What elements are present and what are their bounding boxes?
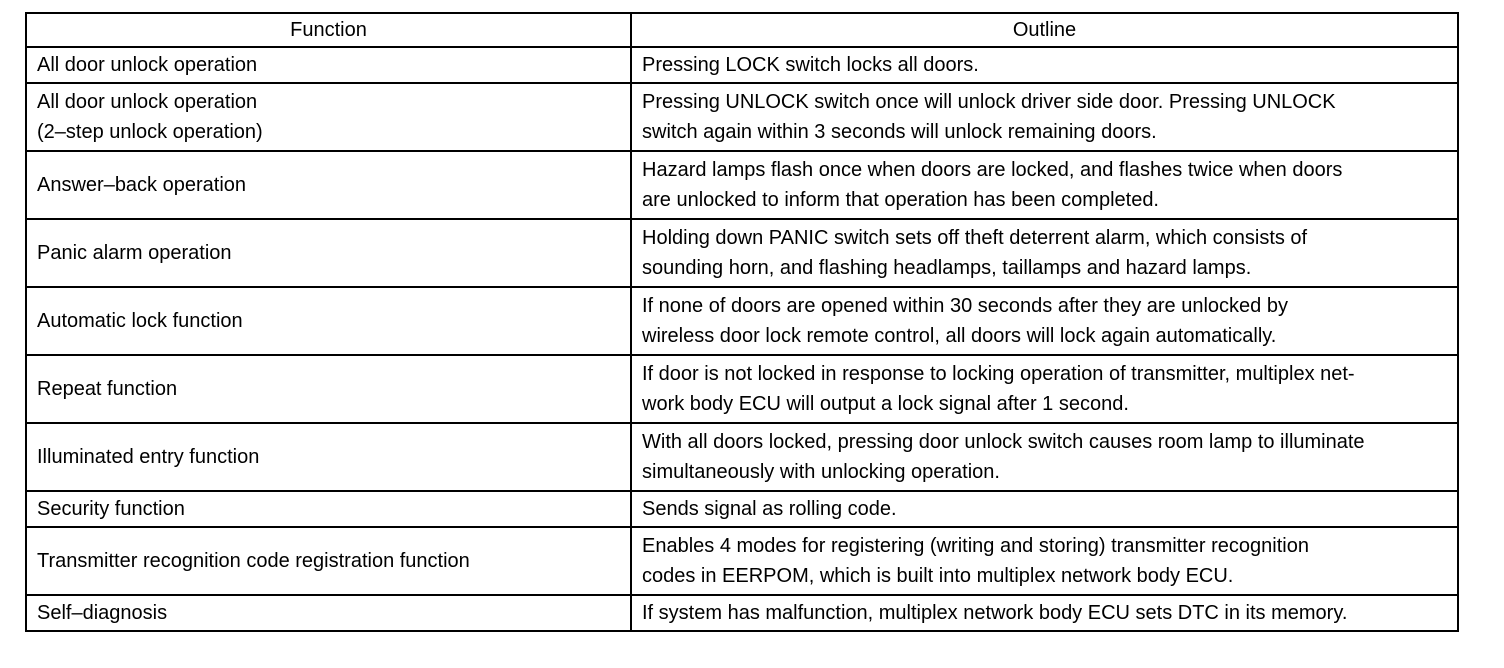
function-cell: Automatic lock function (26, 287, 631, 355)
table-row (26, 83, 1458, 151)
outline-cell: Enables 4 modes for registering (writing and storing) transmitter recognition codes in EERPOM, which is built into multiplex network body ECU. (631, 527, 1458, 595)
function-cell: Security function (26, 491, 631, 527)
function-cell: All door unlock operation (2–step unlock operation) (26, 83, 631, 151)
outline-cell: Hazard lamps flash once when doors are locked, and flashes twice when doors are unlocked to inform that operation has been completed. (631, 151, 1458, 219)
outline-cell: Sends signal as rolling code. (631, 491, 1458, 527)
outline-cell: Pressing UNLOCK switch once will unlock driver side door. Pressing UNLOCK switch again within 3 seconds will unlock remaining doors. (631, 83, 1458, 151)
outline-cell: With all doors locked, pressing door unlock switch causes room lamp to illuminate simultaneously with unlocking operation. (631, 423, 1458, 491)
table-row (26, 287, 1458, 355)
function-cell: Transmitter recognition code registration function (26, 527, 631, 595)
table-row (26, 423, 1458, 491)
function-cell: Self–diagnosis (26, 595, 631, 631)
function-cell: Repeat function (26, 355, 631, 423)
function-cell: Answer–back operation (26, 151, 631, 219)
outline-cell: If system has malfunction, multiplex network body ECU sets DTC in its memory. (631, 595, 1458, 631)
column-header-function: Function (26, 13, 631, 47)
table-row (26, 527, 1458, 595)
function-outline-table (25, 12, 1459, 632)
outline-cell: If none of doors are opened within 30 seconds after they are unlocked by wireless door lock remote control, all doors will lock again automatically. (631, 287, 1458, 355)
table-row (26, 491, 1458, 527)
table-header-row (26, 13, 1458, 47)
function-cell: Panic alarm operation (26, 219, 631, 287)
function-cell: All door unlock operation (26, 47, 631, 83)
table-row (26, 219, 1458, 287)
column-header-outline: Outline (631, 13, 1458, 47)
table-row (26, 355, 1458, 423)
function-cell: Illuminated entry function (26, 423, 631, 491)
table-row (26, 151, 1458, 219)
table-row (26, 47, 1458, 83)
outline-cell: Holding down PANIC switch sets off theft deterrent alarm, which consists of sounding horn, and flashing headlamps, taillamps and hazard lamps. (631, 219, 1458, 287)
table-row (26, 595, 1458, 631)
outline-cell: Pressing LOCK switch locks all doors. (631, 47, 1458, 83)
outline-cell: If door is not locked in response to locking operation of transmitter, multiplex net- work body ECU will output a lock signal after 1 second. (631, 355, 1458, 423)
